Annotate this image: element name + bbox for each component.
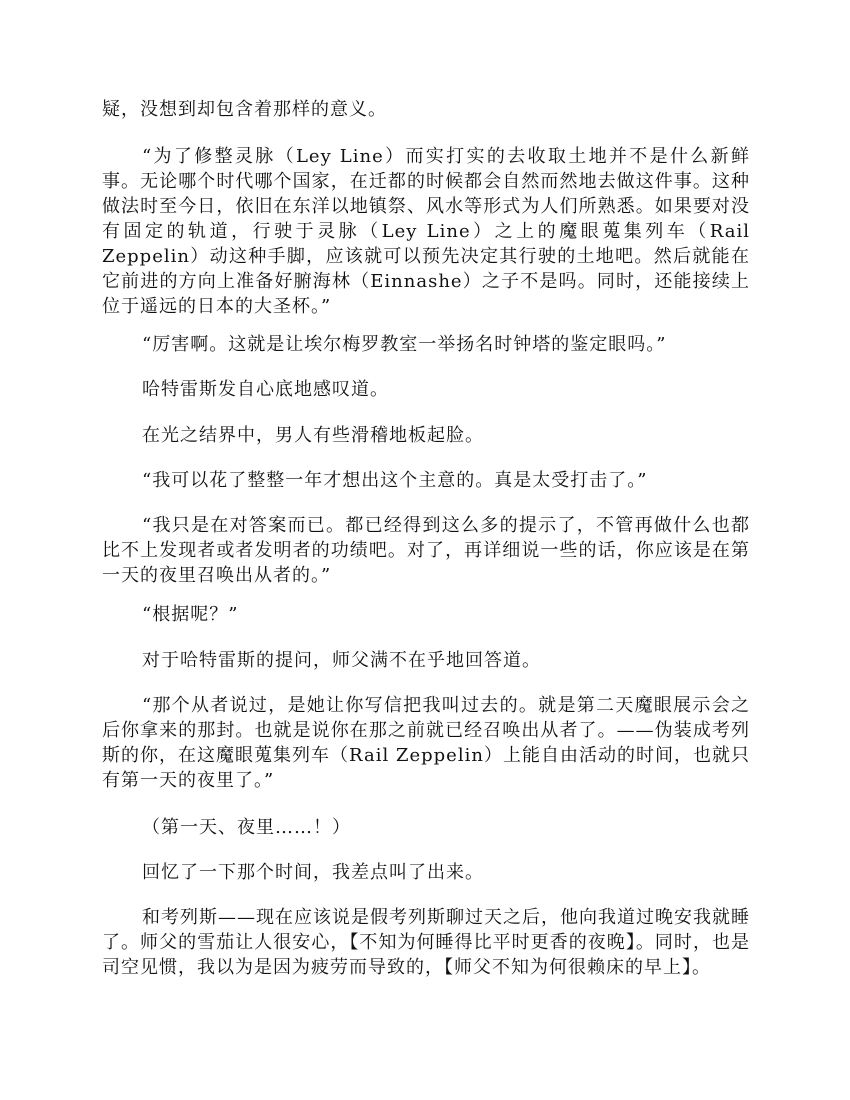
paragraph-dialogue-servant: “那个从者说过，是她让你写信把我叫过去的。就是第二天魔眼展示会之后你拿来的那封。也就是说你在那之前就已经召唤出从者了。——伪装成考列斯的你，在这魔眼蒐集列车（Rail Zeppelin）上能自由活动的时间，也就只有第一天的夜里了。” — [102, 695, 750, 791]
paragraph-narration-reply: 对于哈特雷斯的提问，师父满不在乎地回答道。 — [142, 650, 541, 671]
paragraph-dialogue-basis: “根据呢？” — [142, 604, 239, 625]
paragraph-dialogue-appraisal: “厉害啊。这就是让埃尔梅罗教室一举扬名时钟塔的鉴定眼吗。” — [142, 334, 667, 355]
paragraph-narration-recall: 回忆了一下那个时间，我差点叫了出来。 — [142, 862, 484, 883]
paragraph-narration-sigh: 哈特雷斯发自心底地感叹道。 — [142, 379, 389, 400]
paragraph-dialogue-answer: “我只是在对答案而已。都已经得到这么多的提示了，不管再做什么也都比不上发现者或者发明者的功绩吧。对了，再详细说一些的话，你应该是在第一天的夜里召唤出从者的。” — [102, 515, 750, 586]
paragraph-dialogue-ley-line: “为了修整灵脉（Ley Line）而实打实的去收取土地并不是什么新鲜事。无论哪个时代哪个国家，在迁都的时候都会自然而然地去做这件事。这种做法时至今日，依旧在东洋以地镇祭、风水等形式为人们所熟悉。如果要对没有固定的轨道，行驶于灵脉（Ley Line）之上的魔眼蒐集列车（Rail Zeppelin）动这种手脚，应该就可以预先决定其行驶的土地吧。然后就能在它前进的方向上准备好腑海林（Einnashe）之子不是吗。同时，还能接续上位于遥远的日本的大圣杯。” — [102, 146, 750, 317]
paragraph-dialogue-one-year: “我可以花了整整一年才想出这个主意的。真是太受打击了。” — [142, 470, 648, 491]
paragraph-narration-barrier: 在光之结界中，男人有些滑稽地板起脸。 — [142, 425, 484, 446]
paragraph-thought-first-night: （第一天、夜里……！） — [142, 817, 351, 838]
paragraph-continuation: 疑，没想到却包含着那样的意义。 — [102, 99, 387, 120]
paragraph-narration-memory: 和考列斯——现在应该说是假考列斯聊过天之后，他向我道过晚安我就睡了。师父的雪茄让人很安心，【不知为何睡得比平时更香的夜晚】。同时，也是司空见惯，我以为是因为疲劳而导致的，【师父不知为何很赖床的早上】。 — [102, 907, 750, 978]
